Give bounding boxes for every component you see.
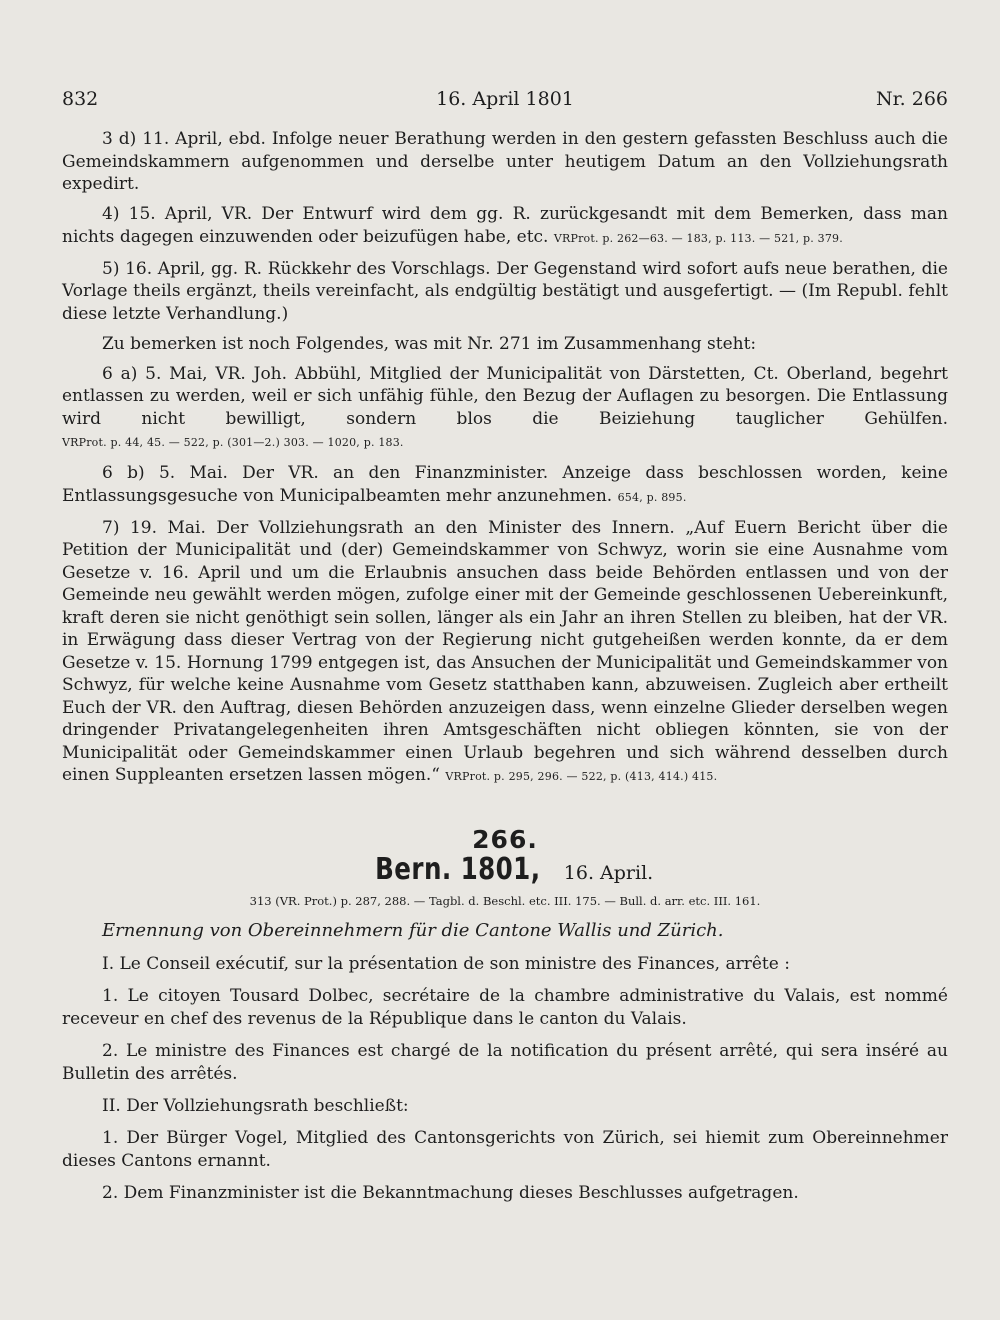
page-body [62, 128, 948, 1214]
source-reference: 654, p. 895. [617, 490, 687, 504]
section-dateline [62, 852, 948, 887]
paragraph-6b: 6 b) 5. Mai. Der VR. an den Finanzminister. Anzeige dass beschlossen worden, keine Entlassungsgesuche von Municipalbeamten mehr anzunehmen. 654, p. 895. [62, 463, 948, 506]
paragraph-3d: 3 d) 11. April, ebd. Infolge neuer Berathung werden in den gestern gefassten Beschluss auch die Gemeindskammern aufgenommen und derselbe unter heutigem Datum an den Vollziehungsrath expedirt. [62, 129, 948, 194]
paragraph-7: 7) 19. Mai. Der Vollziehungsrath an den Minister des Innern. „Auf Euern Bericht über die Petition der Municipalität und (der) Gemeindskammer von Schwyz, worin sie eine Ausnahme vom Gesetze v. 16. April und um die Erlaubnis ansuchen dass beide Behörden entlassen und von der Gemeinde neu gewählt werden mögen, zufolge einer mit der Gemeinde geschlossenen Uebereinkunft, kraft deren sie nicht genöthigt sein sollen, länger als ein Jahr an ihren Stellen zu bleiben, hat der VR. in Erwägung dass dieser Vertrag von der Regierung nicht gutgeheißen werden konnte, da er dem Gesetze v. 15. Hornung 1799 entgegen ist, das Ansuchen der Municipalität und Gemeindskammer von Schwyz, für welche keine Ausnahme vom Gesetz statthaben kann, abzuweisen. Zugleich aber ertheilt Euch der VR. den Auftrag, diesen Behörden anzuzeigen dass, wenn einzelne Glieder derselben wegen dringender Privatangelegenheiten ihren Amtsgeschäften nicht obliegen könnten, sie von der Municipalität oder Gemeindskammer einen Urlaub begehren und sich während desselben durch einen Suppleanten ersetzen lassen mögen.“ VRProt. p. 295, 296. — 522, p. (413, 414.) 415. [62, 517, 948, 785]
section-number: 266. [472, 824, 538, 854]
source-reference: VRProt. p. 44, 45. — 522, p. (301—2.) 303. — 1020, p. 183. [62, 436, 404, 449]
section-date: 16. April. [563, 862, 654, 884]
section-paragraph: II. Der Vollziehungsrath beschließt: [102, 1095, 409, 1116]
document-number: Nr. 266 [876, 88, 948, 110]
section-sources: 313 (VR. Prot.) p. 287, 288. — Tagbl. d. Beschl. etc. III. 175. — Bull. d. arr. etc. III. 161. [249, 893, 761, 908]
section-paragraph: 2. Le ministre des Finances est chargé de la notification du présent arrêté, qui sera inséré au Bulletin des arrêtés. [62, 1040, 948, 1084]
running-header [62, 88, 948, 114]
paragraph-6a: 6 a) 5. Mai, VR. Joh. Abbühl, Mitglied der Municipalität von Därstetten, Ct. Oberland, begehrt entlassen zu werden, weil er sich unfähig fühle, den Bezug der Auflagen zu besorgen. Die Entlassung wird nicht bewilligt, sondern blos die Beiziehung tauglicher Gehülfen. VRProt. p. 44, 45. — 522, p. (301—2.) 303. — 1020, p. 183. [62, 363, 948, 449]
section-paragraph: I. Le Conseil exécutif, sur la présentation de son ministre des Finances, arrête : [102, 953, 790, 974]
paragraph-note: Zu bemerken ist noch Folgendes, was mit Nr. 271 im Zusammenhang steht: [102, 333, 757, 354]
source-reference: VRProt. p. 295, 296. — 522, p. (413, 414.) 415. [445, 770, 718, 783]
source-reference: VRProt. p. 262—63. — 183, p. 113. — 521, p. 379. [553, 231, 843, 245]
section-place-year: Bern. 1801, [374, 852, 541, 887]
section-paragraph: 1. Le citoyen Tousard Dolbec, secrétaire de la chambre administrative du Valais, est nommé receveur en chef des revenus de la République dans le canton du Valais. [62, 985, 948, 1029]
header-date: 16. April 1801 [436, 88, 574, 110]
section-paragraph: 2. Dem Finanzminister ist die Bekanntmachung dieses Beschlusses aufgetragen. [102, 1182, 799, 1203]
section-paragraph: 1. Der Bürger Vogel, Mitglied des Cantonsgerichts von Zürich, sei hiemit zum Obereinnehmer dieses Cantons ernannt. [62, 1127, 948, 1171]
paragraph-4: 4) 15. April, VR. Der Entwurf wird dem gg. R. zurückgesandt mit dem Bemerken, dass man nichts dagegen einzuwenden oder beizufügen habe, etc. VRProt. p. 262—63. — 183, p. 113. — 521, p. 379. [62, 204, 948, 247]
section-title: Ernennung von Obereinnehmern für die Cantone Wallis und Zürich. [102, 920, 724, 941]
page-number: 832 [62, 88, 99, 110]
paragraph-5: 5) 16. April, gg. R. Rückkehr des Vorschlags. Der Gegenstand wird sofort aufs neue berathen, die Vorlage theils ergänzt, theils vereinfacht, als endgültig bestätigt und ausgefertigt. — (Im Republ. fehlt diese letzte Verhandlung.) [62, 258, 948, 324]
